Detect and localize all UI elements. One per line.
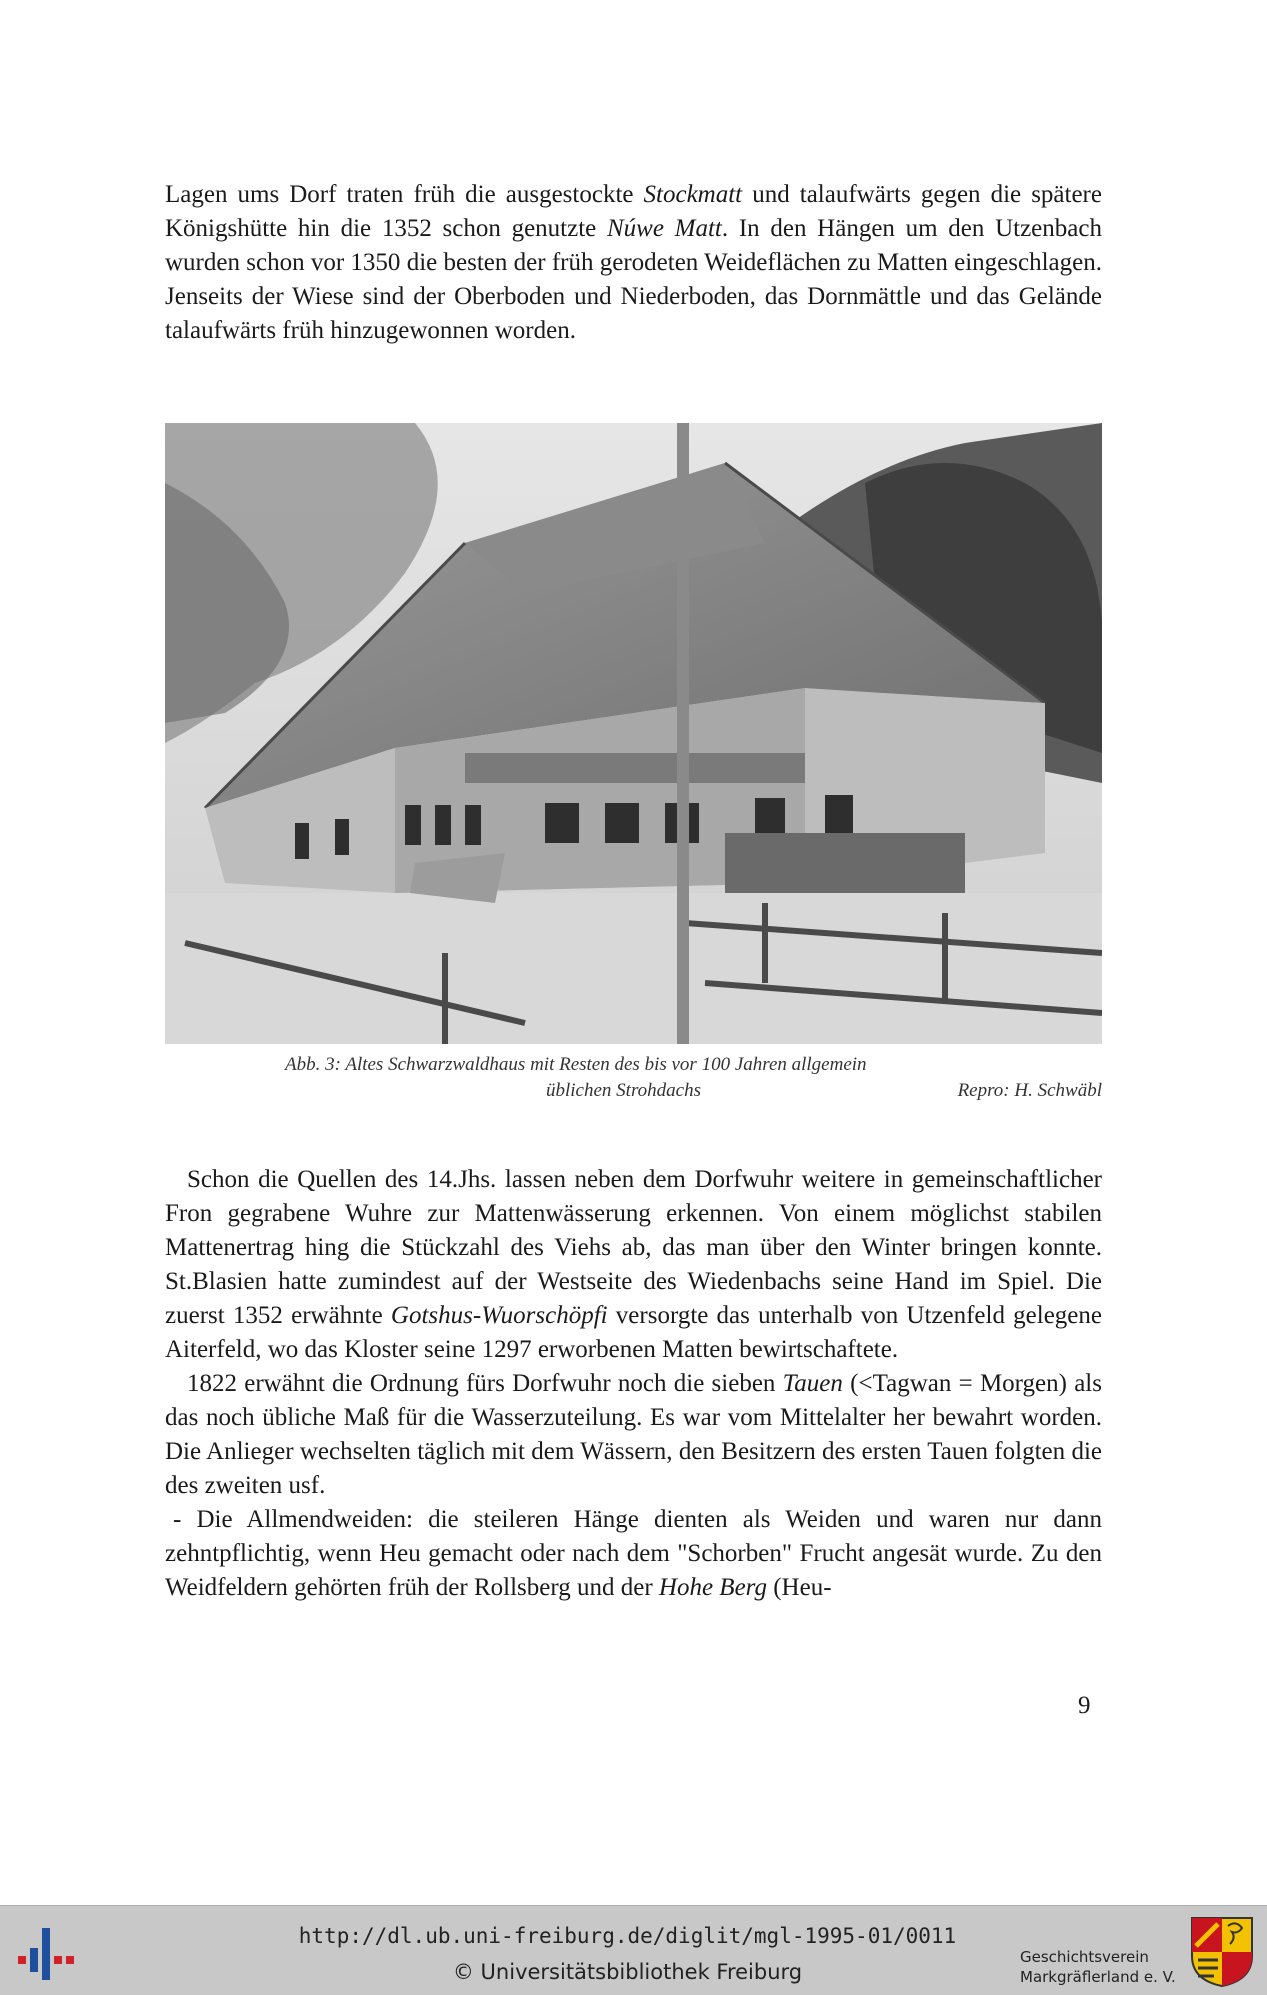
body-text (165, 1163, 1102, 1605)
paragraph-top (165, 178, 1102, 348)
society-line-1: Geschichtsverein (1020, 1948, 1149, 1966)
term-hohe-berg: Hohe Berg (658, 1574, 767, 1601)
term-gotshus: Gotshus-Wuorschöpfi (390, 1302, 608, 1329)
text-run: (Heu- (766, 1574, 832, 1601)
text-run: 1822 erwähnt die Ordnung fürs Dorfwuhr noch die sieben (187, 1370, 783, 1397)
house-photograph (165, 423, 1102, 1044)
paragraph-1822 (165, 1367, 1102, 1503)
permalink-url[interactable]: http://dl.ub.uni-freiburg.de/diglit/mgl-1995-01/0011 (298, 1924, 957, 1948)
text-run: versorgte das unterhalb von Utzenfeld gelegene Aiterfeld, wo das Kloster seine 1297 erworbenen Matten bewirtschaftete. (165, 1302, 1102, 1363)
footer-bar (0, 1905, 1267, 1995)
caption-line-1: Abb. 3: Altes Schwarzwaldhaus mit Resten des bis vor 100 Jahren allgemein (285, 1054, 867, 1075)
text-run: Schon die Quellen des 14.Jhs. lassen neben dem Dorfwuhr weitere in gemeinschaftlicher Fron gegrabene Wuhre zur Mattenwässerung erkennen. Von einem möglichst stabilen Mattenertrag hing die Stückzahl des Viehs ab, das man über den Winter bringen konnte. St.Blasien hatte zumindest auf der Westseite des Wiedenbachs seine Hand im Spiel. Die zuerst 1352 erwähnte (165, 1166, 1102, 1329)
text-run: . In den Hängen um den Utzenbach wurden schon vor 1350 die besten der früh gerodeten Weideflächen zu Matten eingeschlagen. Jenseits der Wiese sind der Oberboden und Niederboden, das Dornmättle und das Gelände talaufwärts früh hinzugewonnen worden. (165, 215, 1102, 344)
text-run: und talaufwärts gegen die spätere Königshütte hin die 1352 schon genutzte (165, 181, 1102, 242)
society-line-2: Markgräflerland e. V. (1020, 1968, 1176, 1986)
caption-line-2: üblichen Strohdachs (546, 1080, 701, 1101)
text-run: Lagen ums Dorf traten früh die ausgestockte (165, 181, 644, 208)
copyright-notice: © Universitätsbibliothek Freiburg (452, 1960, 803, 1984)
term-tauen: Tauen (782, 1370, 843, 1397)
page-number: 9 (1078, 1692, 1091, 1719)
coat-of-arms-icon (1190, 1916, 1254, 1988)
text-run: - Die Allmendweiden: die steileren Hänge dienten als Weiden und waren nur dann zehntpflichtig, wenn Heu gemacht oder nach dem "Schorben" Frucht angesät wurde. Zu den Weidfeldern gehörten früh der Rollsberg und der (165, 1506, 1102, 1601)
paragraph-allmend (165, 1503, 1102, 1605)
term-nuwe-matt: Núwe Matt (606, 215, 722, 242)
caption-credit: Repro: H. Schwäbl (957, 1080, 1102, 1101)
text-run: (<Tagwan = Morgen) als das noch übliche Maß für die Wasserzuteilung. Es war vom Mittelalter her bewahrt worden. Die Anlieger wechselten täglich mit dem Wässern, den Besitzern des ersten Tauen folgten die des zweiten usf. (165, 1370, 1102, 1499)
paragraph-quellen (165, 1163, 1102, 1367)
photo-illustration (165, 423, 1102, 1044)
term-stockmatt: Stockmatt (643, 181, 743, 208)
society-name (1020, 1947, 1176, 1987)
